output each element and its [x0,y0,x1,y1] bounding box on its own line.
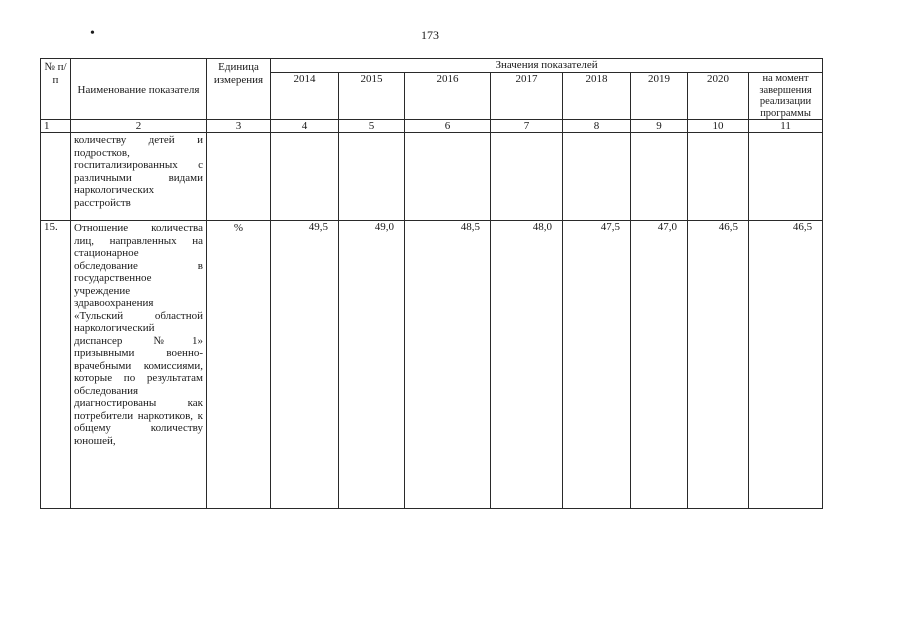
column-index: 7 [491,120,563,133]
column-index: 4 [271,120,339,133]
header-year: 2016 [405,73,491,120]
header-name: Наименование показателя [71,59,207,120]
header-year: 2014 [271,73,339,120]
table-row [41,221,823,509]
row-unit [207,133,271,221]
row-value [491,133,563,221]
column-index: 9 [631,120,688,133]
table-row [41,133,823,221]
header-year: 2018 [563,73,631,120]
row-unit: % [207,221,271,509]
header-year: 2015 [339,73,405,120]
row-value [631,133,688,221]
page-dot: • [90,26,95,41]
row-value: 48,5 [405,221,491,509]
row-num: 15. [41,221,71,509]
row-name: количеству детей и подростков, госпитализированных с различными видами наркологических расстройств [71,133,207,221]
row-value [563,133,631,221]
header-row-top [41,59,823,73]
header-year: 2017 [491,73,563,120]
row-value: 47,0 [631,221,688,509]
row-value: 49,0 [339,221,405,509]
header-unit: Единица измерения [207,59,271,120]
row-value [271,133,339,221]
header-values-group: Значения показателей [271,59,823,73]
column-index: 8 [563,120,631,133]
page-number: 173 [421,28,439,42]
row-num [41,133,71,221]
header-final: на момент завершения реализации программы [749,73,823,120]
column-index: 10 [688,120,749,133]
column-index: 11 [749,120,823,133]
column-index: 3 [207,120,271,133]
row-value [339,133,405,221]
column-index: 5 [339,120,405,133]
column-index: 6 [405,120,491,133]
row-value: 48,0 [491,221,563,509]
row-value: 49,5 [271,221,339,509]
row-value: 47,5 [563,221,631,509]
header-year: 2020 [688,73,749,120]
column-index-row [41,120,823,133]
header-num: № п/п [41,59,71,120]
row-value: 46,5 [688,221,749,509]
header-year: 2019 [631,73,688,120]
row-value: 46,5 [749,221,823,509]
row-name: Отношение количества лиц, направленных на стационарное обследование в государственное учреждение здравоохранения «Тульский областной наркологический диспансер №1» призывными военно-врачебными комиссиями, которые по результатам обследования диагностированы как потребители наркотиков, к общему количеству юношей, [71,221,207,509]
column-index: 1 [41,120,71,133]
row-value [688,133,749,221]
row-value [405,133,491,221]
column-index: 2 [71,120,207,133]
row-value [749,133,823,221]
indicators-table [40,58,823,509]
